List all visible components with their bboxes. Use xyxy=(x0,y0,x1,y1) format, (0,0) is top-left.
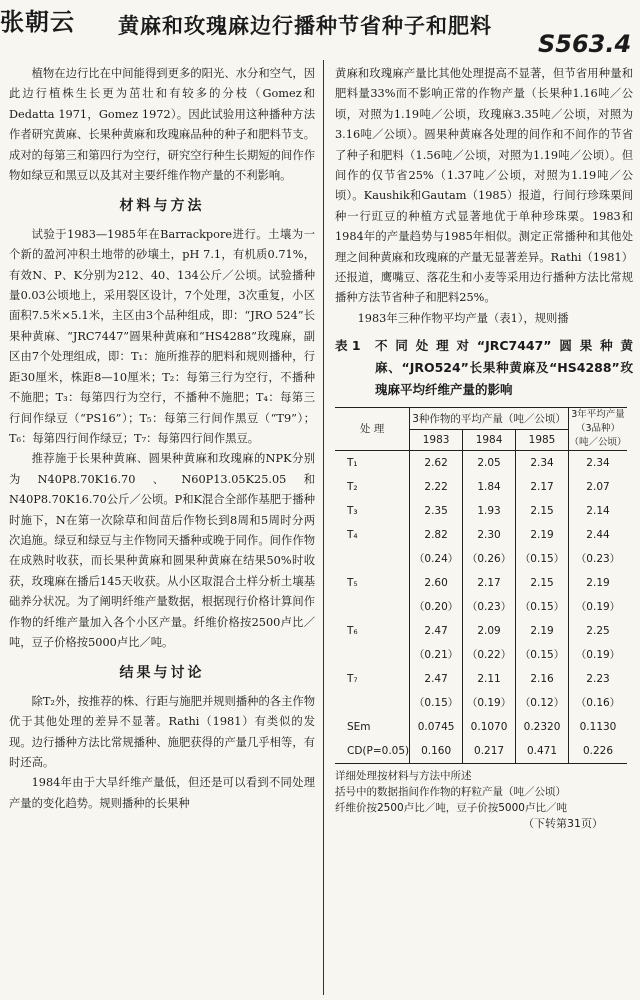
treatment-cell: T₇ xyxy=(347,673,358,686)
treatment-cell: T₅ xyxy=(347,577,358,590)
yield-cell: 2.47 xyxy=(410,667,463,691)
table-row xyxy=(335,595,627,619)
results-paragraph-3: 黄麻和玫瑰麻产量比其他处理提高不显著，但节省用种量和肥料量33%而不影响正常的作物产量（长果种1.16吨／公顷，对照为1.19吨／公顷，玫瑰麻3.35吨／公顷，对照为3.16吨／公顷）。圆果种黄麻各处理的间作和不间作的节省了种子和肥料（1.56吨／公顷，对照为1.19吨／公顷）。但间作的仅节省25%（1.37吨／公顷，对照为1.19吨／公顷）。Kaushik和Gautam（1985）报道，行间行珍珠栗间种一行豇豆的种植方式显著地优于单种珍珠栗。1983和1984年的产量趋势与1985年相似。测定正常播种和其他处理之间种黄麻和玫瑰麻的产量无显著差异。Rathi（1981）还报道，鹰嘴豆、落花生和小麦等采用边行播种方法比常规播种方法节省种子和肥料25%。 xyxy=(335,67,633,305)
table-row xyxy=(335,619,627,643)
yield-cell: 2.15 xyxy=(516,499,569,523)
table-row xyxy=(335,643,627,667)
header-year-group: 3种作物的平均产量（吨／公顷） xyxy=(410,408,569,430)
table-row xyxy=(335,667,627,691)
yield-cell: 2.30 xyxy=(463,523,516,547)
yield-cell: 2.34 xyxy=(516,451,569,476)
yield-cell: （0.15） xyxy=(516,547,569,571)
yield-cell: 2.44 xyxy=(569,523,628,547)
table-row xyxy=(335,475,627,499)
yield-cell: 0.226 xyxy=(569,739,628,764)
yield-cell: 0.217 xyxy=(463,739,516,764)
methods-heading: 材料与方法 xyxy=(119,198,205,215)
table-row xyxy=(335,739,627,764)
yield-cell: （0.23） xyxy=(569,547,628,571)
header-year: 1985 xyxy=(516,429,569,451)
yield-cell: 2.34 xyxy=(569,451,628,476)
results-paragraph-1: 除T₂外，按推荐的株、行距与施肥并规则播种的各主作物优于其他处理的差异不显著。Rathi（1981）有类似的发现。边行播种方法比常规播种、施肥获得的产量几乎相等，有时还高。 xyxy=(9,694,315,769)
article-title: 黄麻和玫瑰麻边行播种节省种子和肥料 xyxy=(118,14,492,38)
yield-cell: 2.17 xyxy=(516,475,569,499)
yield-cell: 2.82 xyxy=(410,523,463,547)
table-row xyxy=(335,523,627,547)
handwritten-call-number: S563.4 xyxy=(538,30,632,58)
header-treatment: 处 理 xyxy=(335,408,410,451)
table-note: 详细处理按材料与方法中所述 xyxy=(335,770,472,783)
yield-cell: 2.60 xyxy=(410,571,463,595)
yield-cell: 0.2320 xyxy=(516,715,569,739)
table-notes xyxy=(335,768,633,832)
yield-cell: 2.19 xyxy=(516,523,569,547)
treatment-cell: CD(P=0.05) xyxy=(335,739,410,764)
yield-cell: 2.17 xyxy=(463,571,516,595)
treatment-cell: T₁ xyxy=(347,457,358,470)
treatment-cell xyxy=(335,643,410,667)
yield-cell: （0.15） xyxy=(410,691,463,715)
table-caption xyxy=(335,335,633,401)
yield-cell: 2.19 xyxy=(569,571,628,595)
yield-cell: 1.84 xyxy=(463,475,516,499)
yield-cell: 0.160 xyxy=(410,739,463,764)
yield-cell: 2.14 xyxy=(569,499,628,523)
yield-cell: （0.26） xyxy=(463,547,516,571)
table-title: 不同处理对“JRC7447”圆果种黄麻、“JRO524”长果种黄麻及“HS4288”玫瑰麻平均纤维产量的影响 xyxy=(375,338,633,398)
yield-cell: 2.19 xyxy=(516,619,569,643)
yield-cell: 2.07 xyxy=(569,475,628,499)
yield-cell: （0.19） xyxy=(569,595,628,619)
yield-cell: 2.05 xyxy=(463,451,516,476)
table-note: 纤维价按2500卢比／吨，豆子价按5000卢比／吨 xyxy=(335,802,567,815)
yield-cell: 0.471 xyxy=(516,739,569,764)
treatment-cell: SEm xyxy=(347,721,371,734)
table-row xyxy=(335,571,627,595)
results-paragraph-4: 1983年三种作物平均产量（表1），规则播 xyxy=(357,311,569,325)
treatment-cell xyxy=(335,595,410,619)
table-row xyxy=(335,691,627,715)
yield-cell: 1.93 xyxy=(463,499,516,523)
table-row xyxy=(335,547,627,571)
methods-paragraph-1: 试验于1983—1985年在Barrackpore进行。土壤为一个新的盈河冲积土地带的砂壤土，pH 7.1，有机质0.71%，有效N、P、K分别为212、40、134公斤／公顷。试验播种量0.03公顷地上，采用裂区设计，7个处理，3次重复，小区面积7.5米×5.1米，主区由3个品种组成，即：“JRO 524”长果种黄麻、“JRC7447”圆果种黄麻和“HS4288”玫瑰麻，副区由7个处理组成，即：T₁：施所推荐的肥料和规则播种，行距30厘米，株距8—10厘米；T₂：每第三行为空行，不播种不施肥；T₃：每第四行为空行，不播种不施肥；T₄：每第三行间作绿豆（“PS16”）；T₅：每第三行间作黑豆（“T9”）；T₆：每第四行间作绿豆；T₇：每第四行间作黑豆。 xyxy=(9,227,315,445)
yield-cell: 2.09 xyxy=(463,619,516,643)
treatment-cell: T₆ xyxy=(347,625,358,638)
table-number: 表 1 xyxy=(335,338,361,354)
yield-cell: 2.35 xyxy=(410,499,463,523)
yield-cell: （0.19） xyxy=(463,691,516,715)
yield-cell: （0.15） xyxy=(516,643,569,667)
yield-cell: 0.1130 xyxy=(569,715,628,739)
yield-cell: 2.15 xyxy=(516,571,569,595)
yield-cell: （0.12） xyxy=(516,691,569,715)
yield-cell: （0.24） xyxy=(410,547,463,571)
right-column xyxy=(335,64,633,832)
left-column xyxy=(9,64,315,814)
header-year: 1984 xyxy=(463,429,516,451)
yield-cell: （0.19） xyxy=(569,643,628,667)
treatment-cell: T₄ xyxy=(347,529,358,542)
table-body xyxy=(335,451,627,764)
yield-cell: （0.21） xyxy=(410,643,463,667)
table-row xyxy=(335,451,627,476)
yield-cell: （0.23） xyxy=(463,595,516,619)
treatment-cell xyxy=(335,547,410,571)
treatment-cell xyxy=(335,691,410,715)
yield-cell: （0.16） xyxy=(569,691,628,715)
treatment-cell: T₃ xyxy=(347,505,358,518)
yield-cell: 0.1070 xyxy=(463,715,516,739)
header-year: 1983 xyxy=(410,429,463,451)
yield-cell: （0.22） xyxy=(463,643,516,667)
results-heading: 结果与讨论 xyxy=(119,665,205,682)
table-note: 括号中的数据指间作作物的籽粒产量（吨／公顷） xyxy=(335,786,566,799)
intro-paragraph: 植物在边行比在中间能得到更多的阳光、水分和空气，因此边行植株生长更为茁壮和有较多的分枝（Gomez和Dedatta 1971，Gomez 1972）。因此试验用这种播种方法作者研究黄麻、长果种黄麻和玫瑰麻品种的种子和肥料节支。成对的每第三和第四行为空行，研究空行种生长期短的间作作物如绿豆和黑豆以及其对主要纤维作物产量的不利影响。 xyxy=(9,67,315,183)
table-row xyxy=(335,499,627,523)
yield-cell: 2.47 xyxy=(410,619,463,643)
yield-cell: 0.0745 xyxy=(410,715,463,739)
yield-cell: （0.15） xyxy=(516,595,569,619)
yield-cell: （0.20） xyxy=(410,595,463,619)
yield-cell: 2.11 xyxy=(463,667,516,691)
yield-table xyxy=(335,407,627,764)
treatment-cell: T₂ xyxy=(347,481,358,494)
header-three-year-average: 3年平均产量（3品种）（吨／公顷） xyxy=(569,408,628,451)
column-divider xyxy=(323,60,324,995)
continued-note: （下转第31页） xyxy=(523,817,603,831)
yield-cell: 2.22 xyxy=(410,475,463,499)
handwritten-author-note: 张朝云 xyxy=(0,8,75,36)
yield-cell: 2.25 xyxy=(569,619,628,643)
results-paragraph-2: 1984年由于大旱纤维产量低，但还是可以看到不同处理产量的变化趋势。规则播种的长果种 xyxy=(9,776,315,810)
yield-cell: 2.16 xyxy=(516,667,569,691)
yield-cell: 2.62 xyxy=(410,451,463,476)
yield-cell: 2.23 xyxy=(569,667,628,691)
methods-paragraph-2: 推荐施于长果种黄麻、圆果种黄麻和玫瑰麻的NPK分别为N40P8.70K16.70、N60P13.05K25.05和N40P8.70K16.70公斤／公顷。P和K混合全部作基肥于播种时施下，N在第一次除草和间苗后作物长到8周和5周时分两次追施。绿豆和绿豆与主作物同天播种或晚于同作。间作作物在成熟时收获，而长果种黄麻和圆果种黄麻在结果50%时收获，玫瑰麻在播后145天收获。从小区取混合土样分析土壤基础养分状况。为了阐明纤维产量数据，根据现行价格计算间作作物的纤维产量加入各个小区产量。纤维价格按2500卢比／吨，豆子价格按5000卢比／吨。 xyxy=(9,452,315,649)
table-row xyxy=(335,715,627,739)
